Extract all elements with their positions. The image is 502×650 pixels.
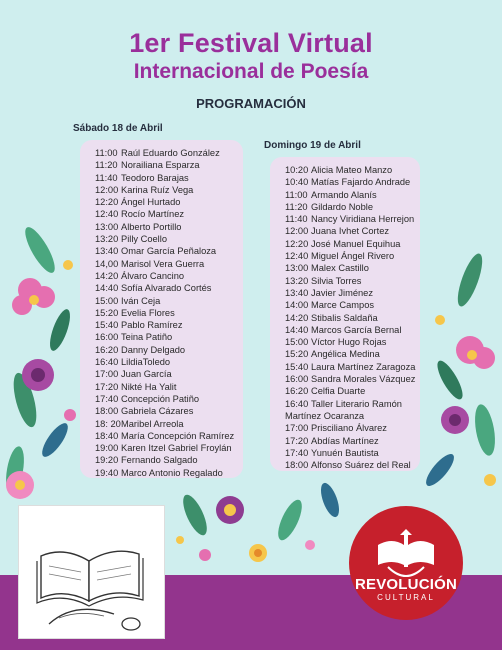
entry-time: 17:20 [95, 381, 119, 392]
entry-name: Alicia Mateo Manzo [311, 165, 393, 175]
sunday-entry [285, 312, 415, 324]
saturday-entry [95, 270, 234, 282]
saturday-entry [95, 221, 234, 233]
sunday-entry [285, 213, 415, 225]
entry-time: 11:20 [285, 201, 308, 212]
sunday-entry [285, 225, 415, 237]
entry-name: Taller Literario Ramón [311, 398, 402, 409]
entry-name: Matías Fajardo Andrade [311, 177, 411, 188]
saturday-entry [95, 331, 234, 343]
entry-time: 10:40 [285, 177, 309, 188]
entry-name: Fernando Salgado [121, 455, 198, 466]
entry-name: Marce Campos [311, 300, 375, 311]
sunday-entry [285, 361, 415, 373]
flower-pink-right [456, 336, 495, 369]
entry-time: 16:00 [285, 374, 309, 385]
entry-name: Teodoro Barajas [121, 172, 189, 183]
sunday-entry [285, 189, 415, 201]
saturday-entry [95, 405, 234, 417]
saturday-entry [95, 454, 234, 466]
entry-name: Karina Ruíz Vega [121, 184, 194, 195]
entry-time: 16:20 [285, 386, 309, 397]
entry-name: Prisciliano Álvarez [311, 423, 387, 434]
entry-name: Norailiana Esparza [121, 160, 200, 171]
flower-pink-bottom-left [6, 471, 34, 499]
festival-title-line2: Internacional de Poesía [133, 60, 369, 83]
sunday-entry [285, 324, 415, 336]
entry-time: 11:40 [285, 214, 308, 225]
entry-time: 18:00 [95, 406, 119, 417]
saturday-entry [95, 245, 234, 257]
entry-time: 12:40 [285, 251, 309, 262]
entry-name: Marcos García Bernal [311, 324, 402, 335]
entry-time: 13:00 [285, 263, 309, 274]
entry-time: 17:00 [285, 423, 309, 434]
entry-time: 12:00 [285, 226, 309, 237]
sunday-schedule [285, 164, 415, 471]
flower-purple-left [22, 359, 54, 391]
entry-name: Sofía Alvarado Cortés [121, 283, 212, 294]
saturday-schedule [95, 147, 234, 479]
flower-yellow-bottom [249, 544, 267, 562]
entry-time: 11:20 [95, 160, 118, 171]
entry-name: Maribel Arreola [121, 418, 184, 429]
entry-name: Teina Patiño [121, 332, 173, 343]
entry-name: Miguel Ángel Rivero [311, 251, 395, 262]
book-illustration [18, 505, 165, 639]
entry-name: Nikté Ha Yalit [121, 381, 177, 392]
entry-time: 14:40 [95, 283, 119, 294]
sunday-entry [285, 459, 415, 471]
sunday-entry [285, 447, 415, 459]
saturday-entry [95, 319, 234, 331]
entry-time: 17:40 [95, 393, 119, 404]
entry-time: 10:20 [285, 165, 309, 175]
sunday-entry [285, 275, 415, 287]
logo-subtitle: CULTURAL [377, 593, 435, 602]
entry-name: Yunuén Bautista [311, 447, 379, 458]
saturday-entry [95, 172, 234, 184]
entry-time: 16:40 [95, 357, 119, 368]
saturday-entry [95, 467, 234, 479]
saturday-entry [95, 159, 234, 171]
sunday-entry [285, 164, 415, 176]
entry-time: 15:00 [285, 337, 309, 348]
saturday-entry [95, 442, 234, 454]
entry-name: Rocío Martínez [121, 209, 185, 220]
saturday-heading: Sábado 18 de Abril [73, 123, 163, 134]
sunday-entry [285, 348, 415, 360]
entry-time: 12:00 [95, 184, 119, 195]
entry-time: 15:20 [95, 307, 119, 318]
entry-time: 18:40 [95, 430, 119, 441]
entry-time: 15:20 [285, 349, 309, 360]
saturday-entry [95, 233, 234, 245]
entry-name: Ángel Hurtado [121, 197, 181, 208]
entry-time: 12:20 [285, 238, 309, 249]
entry-time: 13:40 [95, 246, 119, 257]
quill-icon [49, 609, 114, 624]
sunday-entry [285, 422, 415, 434]
entry-name: Omar García Peñaloza [121, 246, 217, 257]
saturday-entry [95, 368, 234, 380]
sunday-entry [285, 287, 415, 299]
entry-time: 18:00 [285, 460, 309, 471]
entry-name: Evelia Flores [121, 307, 175, 318]
sunday-entry [285, 435, 415, 447]
flower-purple-right [441, 406, 469, 434]
entry-time: 11:00 [95, 148, 118, 158]
entry-time: 12:40 [95, 209, 119, 220]
sunday-entry [285, 176, 415, 188]
entry-time: 14:20 [285, 312, 309, 323]
sunday-heading: Domingo 19 de Abril [264, 140, 361, 151]
sunday-entry [285, 238, 415, 250]
revolucion-cultural-logo [348, 505, 464, 621]
open-book-icon [19, 506, 164, 638]
entry-time: 19:40 [95, 467, 119, 478]
saturday-entry [95, 381, 234, 393]
flower-purple-bottom [216, 496, 244, 524]
saturday-entry [95, 282, 234, 294]
entry-name: Gildardo Noble [311, 201, 374, 212]
entry-name: Alfonso Suárez del Real [311, 460, 411, 471]
entry-name: Laura Martínez Zaragoza [311, 361, 416, 372]
entry-name: Angélica Medina [311, 349, 380, 360]
entry-time: 14:40 [285, 324, 309, 335]
entry-time: 13:20 [285, 275, 309, 286]
entry-name: Concepción Patiño [121, 393, 200, 404]
saturday-entry [95, 356, 234, 368]
saturday-entry [95, 147, 234, 159]
entry-name: Juan García [121, 369, 172, 380]
logo-title: REVOLUCIÓN [354, 576, 457, 593]
saturday-entry [95, 184, 234, 196]
entry-time: 19:20 [95, 455, 119, 466]
entry-time: 14,00 [95, 258, 119, 269]
saturday-entry [95, 258, 234, 270]
entry-name-continued: Martínez Ocaranza [285, 410, 365, 421]
entry-time: 13:40 [285, 287, 309, 298]
entry-time: 11:40 [95, 172, 118, 183]
sunday-entry [285, 373, 415, 385]
entry-time: 15:00 [95, 295, 119, 306]
entry-time: 17:40 [285, 447, 309, 458]
sunday-entry [285, 398, 415, 410]
entry-name: Sandra Morales Vázquez [311, 374, 416, 385]
saturday-entry [95, 430, 234, 442]
entry-time: 16:20 [95, 344, 119, 355]
entry-time: 15:40 [95, 320, 119, 331]
entry-time: 14:20 [95, 270, 119, 281]
program-heading: PROGRAMACIÓN [196, 96, 306, 111]
entry-name: Silvia Torres [311, 275, 362, 286]
entry-name: Raúl Eduardo González [121, 148, 220, 158]
flower-pink-left [12, 278, 55, 315]
sunday-entry [285, 299, 415, 311]
entry-name: Danny Delgado [121, 344, 186, 355]
entry-name: Víctor Hugo Rojas [311, 337, 387, 348]
entry-name: Marco Antonio Regalado [121, 467, 223, 478]
festival-title-line1: 1er Festival Virtual [129, 28, 373, 58]
entry-name: Abdías Martínez [311, 435, 379, 446]
entry-time: 17:20 [285, 435, 309, 446]
saturday-entry [95, 418, 234, 430]
entry-name: Javier Jiménez [311, 287, 374, 298]
sunday-entry [285, 262, 415, 274]
entry-name: Armando Alanís [311, 189, 377, 200]
entry-name: Malex Castillo [311, 263, 369, 274]
entry-time: 15:40 [285, 361, 309, 372]
entry-name: Marisol Vera Guerra [121, 258, 205, 269]
sunday-entry [285, 336, 415, 348]
sunday-entry [285, 201, 415, 213]
entry-name: Juana Ivhet Cortez [311, 226, 390, 237]
entry-name: Celfia Duarte [311, 386, 366, 397]
entry-name: Nancy Viridiana Herrejon [311, 214, 415, 225]
saturday-entry [95, 196, 234, 208]
sunday-entry [285, 385, 415, 397]
entry-name: Karen Itzel Gabriel Froylán [121, 443, 232, 454]
entry-name: Iván Ceja [121, 295, 161, 306]
entry-name: José Manuel Equihua [311, 238, 401, 249]
saturday-entry [95, 344, 234, 356]
entry-time: 16:40 [285, 398, 309, 409]
entry-time: 18: 20 [95, 418, 121, 429]
entry-name: Pablo Ramírez [121, 320, 183, 331]
saturday-entry [95, 295, 234, 307]
entry-name: Stibalis Saldaña [311, 312, 378, 323]
entry-name: Álvaro Cancino [121, 270, 185, 281]
entry-time: 11:00 [285, 189, 308, 200]
entry-time: 14:00 [285, 300, 309, 311]
entry-name: LildiaToledo [121, 357, 171, 368]
entry-time: 19:00 [95, 443, 119, 454]
entry-time: 16:00 [95, 332, 119, 343]
inkwell-icon [122, 618, 140, 630]
entry-name: Alberto Portillo [121, 221, 182, 232]
entry-name: Gabriela Cázares [121, 406, 194, 417]
saturday-entry [95, 208, 234, 220]
sunday-entry [285, 250, 415, 262]
entry-time: 13:20 [95, 234, 119, 245]
saturday-entry [95, 393, 234, 405]
entry-name: María Concepción Ramírez [121, 430, 235, 441]
entry-name: Pilly Coello [121, 234, 167, 245]
entry-time: 12:20 [95, 197, 119, 208]
entry-time: 13:00 [95, 221, 119, 232]
entry-time: 17:00 [95, 369, 119, 380]
saturday-entry [95, 307, 234, 319]
